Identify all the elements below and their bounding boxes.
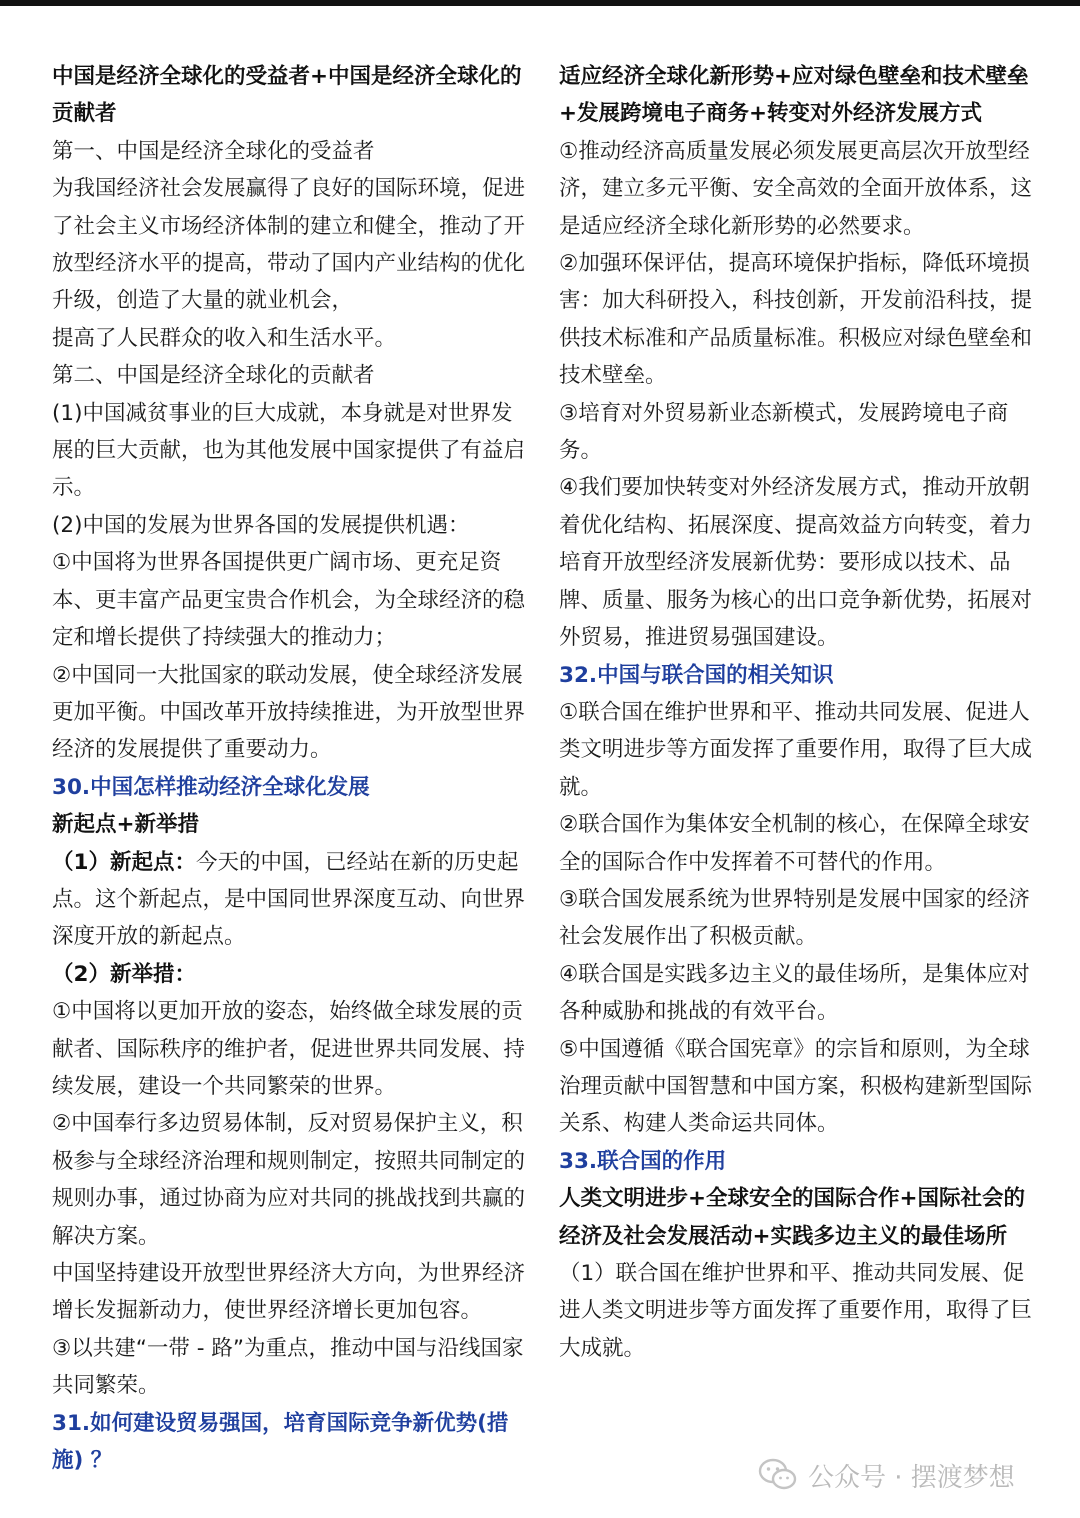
paragraph: 提高了人民群众的收入和生活水平。 [52,325,397,351]
paragraph: 为我国经济社会发展赢得了良好的国际环境，促进了社会主义市场经济体制的建立和健全，推动了开放型经济水平的提高，带动了国内产业结构的优化升级，创造了大量的就业机会， [52,176,526,314]
paragraph: (2)中国的发展为世界各国的发展提供机遇： [52,512,470,538]
paragraph: 第一、中国是经济全球化的受益者 [52,138,375,164]
paragraph: 第二、中国是经济全球化的贡献者 [52,363,375,389]
paragraph: ②联合国作为集体安全机制的核心，在保障全球安全的国际合作中发挥着不可替代的作用。 [559,812,1030,875]
paragraph: ③联合国发展系统为世界特别是发展中国家的经济社会发展作出了积极贡献。 [559,886,1030,950]
summary-line: 中国是经济全球化的受益者+中国是经济全球化的贡献者 [52,64,522,127]
summary-line: 新起点+新举措 [52,812,200,838]
paragraph: ④联合国是实践多边主义的最佳场所，是集体应对各种威胁和挑战的有效平台。 [559,961,1030,1025]
paragraph-lead: （1）新起点： [52,849,196,875]
paragraph: ②中国同一大批国家的联动发展，使全球经济发展更加平衡。中国改革开放持续推进，为开放型世界经济的发展提供了重要动力。 [52,662,526,763]
paragraph: ②中国奉行多边贸易体制，反对贸易保护主义，积极参与全球经济治理和规则制定，按照共同制定的规则办事，通过协商为应对共同的挑战找到共赢的解决方案。 [52,1111,526,1249]
paragraph-text: 今天的中国，已经站在新的历史起点。这个新起点，是中国同世界深度互动、向世界深度开放的新起点。 [52,849,526,950]
paragraph: ①联合国在维护世界和平、推动共同发展、促进人类文明进步等方面发挥了重要作用，取得了巨大成就。 [559,699,1033,800]
paragraph: ④我们要加快转变对外经济发展方式，推动开放朝着优化结构、拓展深度、提高效益方向转变，着力培育开放型经济发展新优势：要形成以技术、品牌、质量、服务为核心的出口竞争新优势，拓展对外贸易，推进贸易强国建设。 [559,475,1033,651]
paragraph [52,844,527,956]
right-column [559,58,1039,1367]
left-column [52,58,527,1479]
paragraph: ①中国将以更加开放的姿态，始终做全球发展的贡献者、国际秩序的维护者，促进世界共同发展、持续发展，建设一个共同繁荣的世界。 [52,999,526,1099]
paragraph: 中国坚持建设开放型世界经济大方向，为世界经济增长发掘新动力，使世界经济增长更加包容。 [52,1261,526,1324]
paragraph: ②加强环保评估，提高环境保护指标，降低环境损害：加大科研投入，科技创新，开发前沿科技，提供技术标准和产品质量标准。积极应对绿色壁垒和技术壁垒。 [559,251,1033,389]
paragraph: ③培育对外贸易新业态新模式，发展跨境电子商务。 [559,400,1009,464]
paragraph: ③以共建“一带 - 路”为重点，推动中国与沿线国家共同繁荣。 [52,1335,524,1399]
top-border [0,0,1080,6]
wechat-icon [758,1458,798,1492]
watermark [758,1455,1015,1495]
paragraph: ⑤中国遵循《联合国宪章》的宗旨和原则，为全球治理贡献中国智慧和中国方案，积极构建新型国际关系、构建人类命运共同体。 [559,1036,1033,1137]
paragraph: ①中国将为世界各国提供更广阔市场、更充足资本、更丰富产品更宝贵合作机会，为全球经济的稳定和增长提供了持续强大的推动力； [52,550,526,651]
paragraph: (1)中国减贫事业的巨大成就，本身就是对世界发展的巨大贡献，也为其他发展中国家提供了有益启示。 [52,400,526,501]
section-heading: 30.中国怎样推动经济全球化发展 [52,774,370,800]
paragraph: （1）联合国在维护世界和平、推动共同发展、促进人类文明进步等方面发挥了重要作用，取得了巨大成就。 [559,1261,1033,1361]
section-heading: 33.联合国的作用 [559,1148,727,1174]
summary-line: （2）新举措： [52,961,196,987]
paragraph: ①推动经济高质量发展必须发展更高层次开放型经济，建立多元平衡、安全高效的全面开放体系，这是适应经济全球化新形势的必然要求。 [559,138,1033,239]
summary-line: 人类文明进步+全球安全的国际合作+国际社会的经济及社会发展活动+实践多边主义的最佳场所 [559,1186,1026,1249]
watermark-text: 公众号 · 摆渡梦想 [808,1462,1015,1493]
section-heading: 32.中国与联合国的相关知识 [559,662,834,688]
section-heading: 31.如何建设贸易强国，培育国际竞争新优势(措施) ？ [52,1410,509,1474]
summary-line: 适应经济全球化新形势+应对绿色壁垒和技术壁垒+发展跨境电子商务+转变对外经济发展方式 [559,64,1029,127]
